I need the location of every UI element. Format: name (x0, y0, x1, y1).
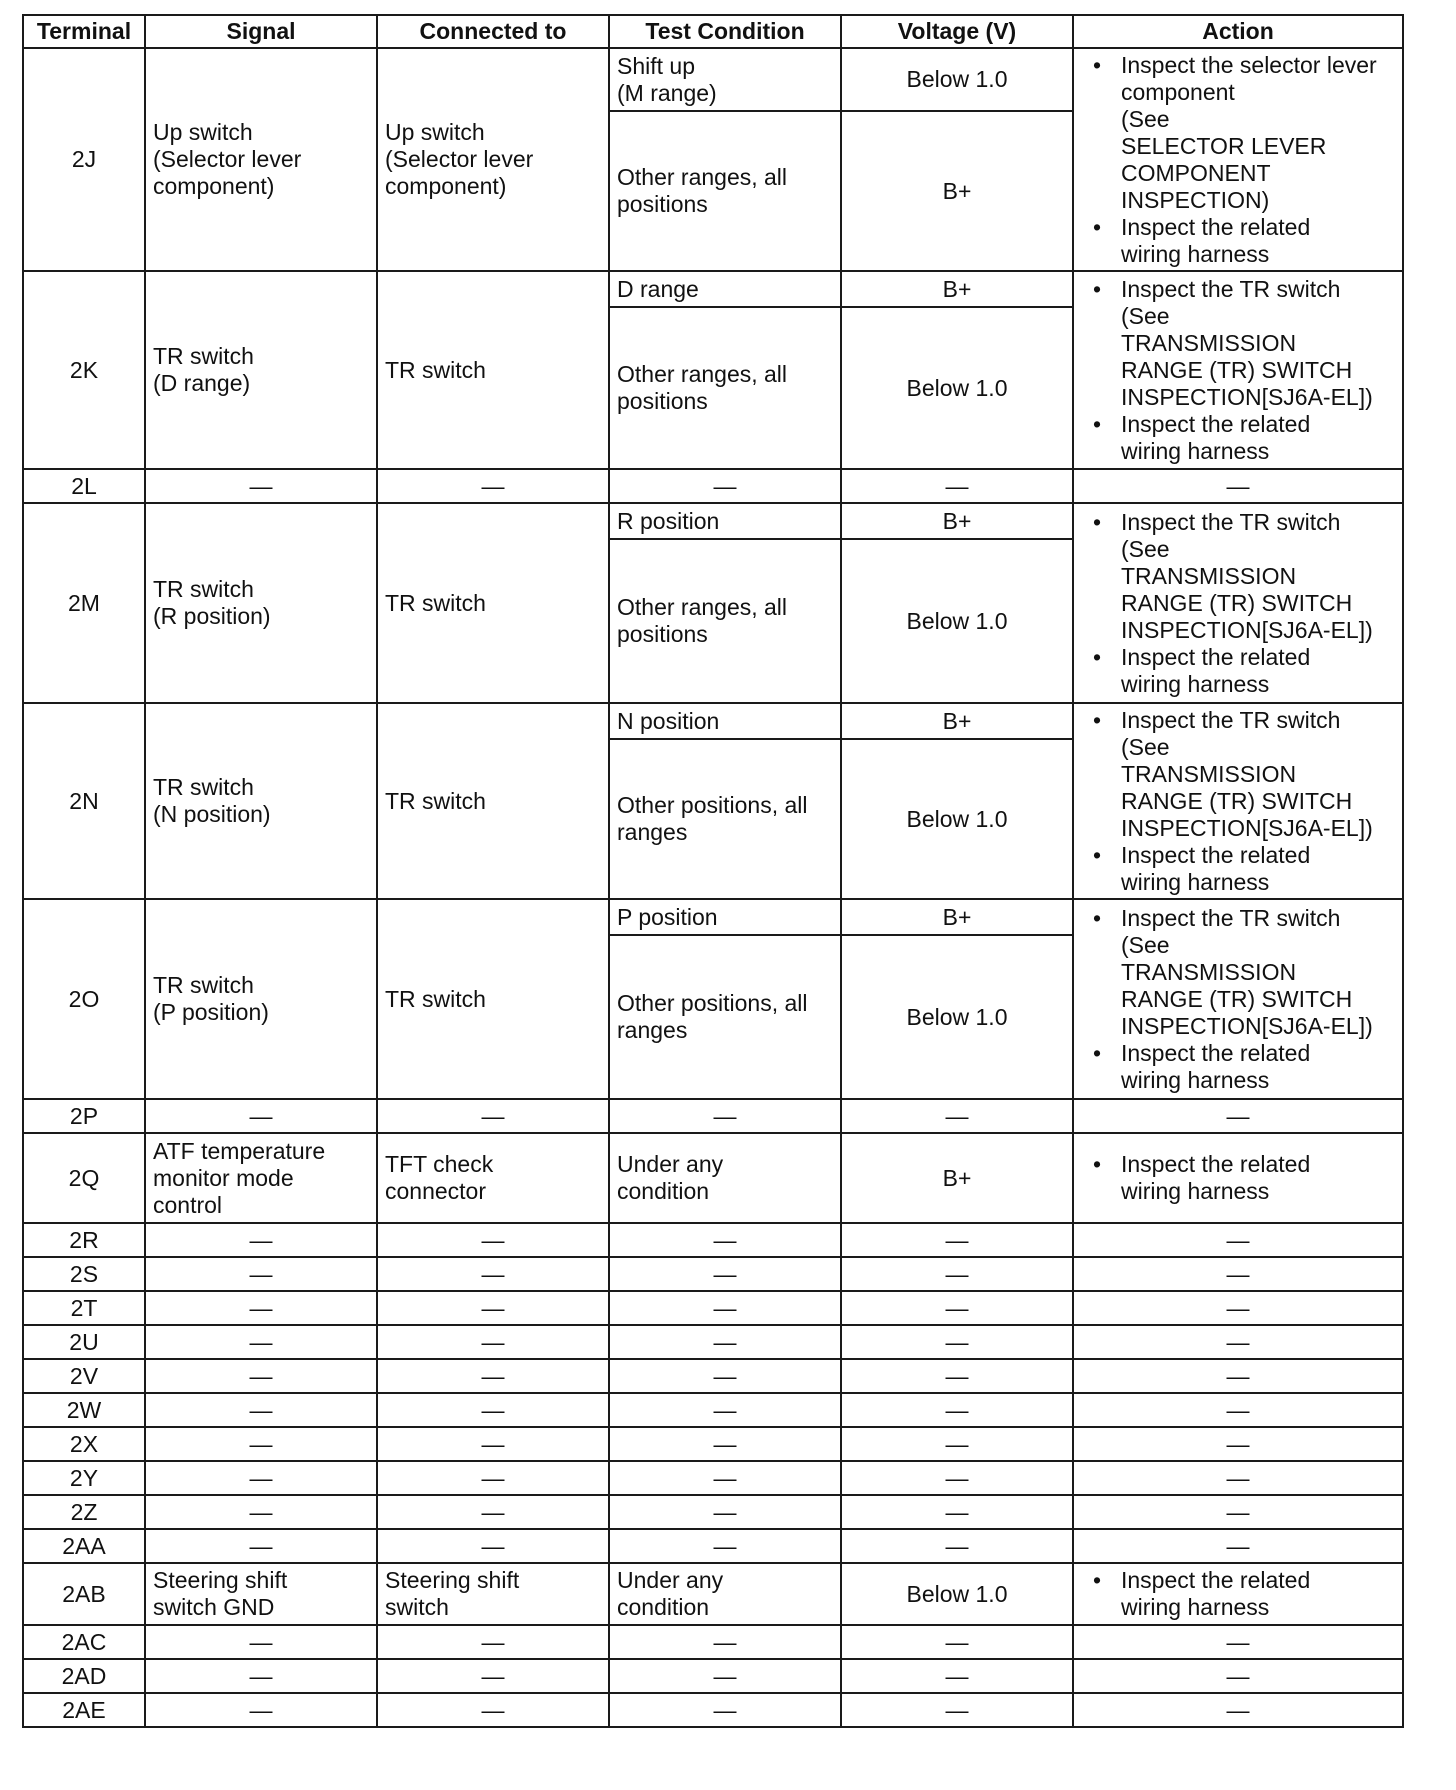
test-condition-cell: N position (609, 703, 841, 739)
voltage-cell: — (841, 1393, 1073, 1427)
signal-cell: — (145, 469, 377, 503)
connected-to-cell: — (377, 1495, 609, 1529)
action-cell (1073, 271, 1403, 469)
test-condition-cell: — (609, 1359, 841, 1393)
table-row (23, 1393, 1403, 1427)
test-condition-cell: — (609, 1393, 841, 1427)
header-connected-to: Connected to (377, 15, 609, 48)
test-condition-cell: — (609, 1427, 841, 1461)
header-test-condition: Test Condition (609, 15, 841, 48)
test-condition-cell: — (609, 1223, 841, 1257)
table-row (23, 1325, 1403, 1359)
voltage-cell: Below 1.0 (841, 307, 1073, 469)
action-item: • Inspect the related wiring harness (1081, 842, 1395, 896)
test-condition-cell: — (609, 1099, 841, 1133)
action-cell: — (1073, 469, 1403, 503)
action-cell (1073, 1133, 1403, 1223)
table-row (23, 503, 1403, 539)
action-cell: — (1073, 1257, 1403, 1291)
signal-cell: — (145, 1257, 377, 1291)
action-cell: — (1073, 1359, 1403, 1393)
action-item: • Inspect the related wiring harness (1081, 214, 1395, 268)
terminal-cell: 2K (23, 271, 145, 469)
signal-cell: — (145, 1325, 377, 1359)
connected-to-cell: TR switch (377, 503, 609, 703)
signal-cell: — (145, 1659, 377, 1693)
test-condition-cell: — (609, 1325, 841, 1359)
action-cell: — (1073, 1291, 1403, 1325)
connected-to-cell: — (377, 1359, 609, 1393)
voltage-cell: — (841, 1257, 1073, 1291)
action-cell: — (1073, 1325, 1403, 1359)
test-condition-cell: Other positions, all ranges (609, 935, 841, 1099)
connected-to-cell: — (377, 1625, 609, 1659)
voltage-cell: Below 1.0 (841, 539, 1073, 703)
voltage-cell: — (841, 1099, 1073, 1133)
voltage-cell: B+ (841, 1133, 1073, 1223)
signal-cell: TR switch (N position) (145, 703, 377, 899)
test-condition-cell: Under any condition (609, 1563, 841, 1625)
table-row (23, 1257, 1403, 1291)
connected-to-cell: TR switch (377, 703, 609, 899)
table-row (23, 1659, 1403, 1693)
signal-cell: — (145, 1393, 377, 1427)
signal-cell: — (145, 1291, 377, 1325)
voltage-cell: Below 1.0 (841, 1563, 1073, 1625)
signal-cell: Steering shift switch GND (145, 1563, 377, 1625)
table-row (23, 469, 1403, 503)
test-condition-cell: Other ranges, all positions (609, 111, 841, 271)
voltage-cell: Below 1.0 (841, 48, 1073, 111)
voltage-cell: — (841, 469, 1073, 503)
voltage-cell: — (841, 1529, 1073, 1563)
signal-cell: TR switch (P position) (145, 899, 377, 1099)
connected-to-cell: — (377, 1461, 609, 1495)
terminal-cell: 2R (23, 1223, 145, 1257)
terminal-cell: 2M (23, 503, 145, 703)
action-cell: — (1073, 1427, 1403, 1461)
signal-cell: Up switch (Selector lever component) (145, 48, 377, 271)
connected-to-cell: TFT check connector (377, 1133, 609, 1223)
table-row (23, 703, 1403, 739)
connected-to-cell: — (377, 1393, 609, 1427)
terminal-cell: 2X (23, 1427, 145, 1461)
action-cell (1073, 1563, 1403, 1625)
voltage-cell: Below 1.0 (841, 935, 1073, 1099)
action-cell: — (1073, 1223, 1403, 1257)
action-item: • Inspect the related wiring harness (1081, 644, 1395, 698)
test-condition-cell: — (609, 1659, 841, 1693)
terminal-cell: 2U (23, 1325, 145, 1359)
connected-to-cell: Steering shift switch (377, 1563, 609, 1625)
action-cell: — (1073, 1393, 1403, 1427)
header-action: Action (1073, 15, 1403, 48)
action-cell: — (1073, 1461, 1403, 1495)
test-condition-cell: Under any condition (609, 1133, 841, 1223)
signal-cell: ATF temperature monitor mode control (145, 1133, 377, 1223)
voltage-cell: B+ (841, 111, 1073, 271)
table-row (23, 48, 1403, 111)
connected-to-cell: — (377, 1257, 609, 1291)
terminal-cell: 2AB (23, 1563, 145, 1625)
table-row (23, 1133, 1403, 1223)
terminal-cell: 2Z (23, 1495, 145, 1529)
voltage-cell: B+ (841, 271, 1073, 307)
voltage-cell: B+ (841, 899, 1073, 935)
signal-cell: — (145, 1427, 377, 1461)
action-cell: — (1073, 1659, 1403, 1693)
voltage-cell: — (841, 1659, 1073, 1693)
action-item: • Inspect the related wiring harness (1081, 1567, 1395, 1621)
test-condition-cell: — (609, 1257, 841, 1291)
test-condition-cell: — (609, 1461, 841, 1495)
action-cell (1073, 48, 1403, 271)
voltage-cell: — (841, 1359, 1073, 1393)
table-row (23, 1461, 1403, 1495)
test-condition-cell: — (609, 1693, 841, 1727)
header-signal: Signal (145, 15, 377, 48)
action-cell: — (1073, 1693, 1403, 1727)
voltage-cell: — (841, 1625, 1073, 1659)
connected-to-cell: Up switch (Selector lever component) (377, 48, 609, 271)
test-condition-cell: D range (609, 271, 841, 307)
header-terminal: Terminal (23, 15, 145, 48)
table-row (23, 1625, 1403, 1659)
table-row (23, 271, 1403, 307)
connected-to-cell: — (377, 1659, 609, 1693)
terminal-cell: 2AE (23, 1693, 145, 1727)
table-row (23, 1223, 1403, 1257)
test-condition-cell: — (609, 1495, 841, 1529)
table-row (23, 1693, 1403, 1727)
action-item: • Inspect the selector lever component (See SELECTOR LEVER COMPONENT INSPECTION) (1081, 52, 1395, 214)
test-condition-cell: — (609, 1291, 841, 1325)
test-condition-cell: Shift up (M range) (609, 48, 841, 111)
connected-to-cell: — (377, 1291, 609, 1325)
action-item: • Inspect the TR switch (See TRANSMISSION RANGE (TR) SWITCH INSPECTION[SJ6A-EL]) (1081, 509, 1395, 644)
terminal-cell: 2O (23, 899, 145, 1099)
test-condition-cell: Other ranges, all positions (609, 307, 841, 469)
voltage-cell: Below 1.0 (841, 739, 1073, 899)
connected-to-cell: TR switch (377, 899, 609, 1099)
action-item: • Inspect the TR switch (See TRANSMISSION RANGE (TR) SWITCH INSPECTION[SJ6A-EL]) (1081, 276, 1395, 411)
connected-to-cell: — (377, 1427, 609, 1461)
action-item: • Inspect the TR switch (See TRANSMISSION RANGE (TR) SWITCH INSPECTION[SJ6A-EL]) (1081, 905, 1395, 1040)
test-condition-cell: — (609, 1529, 841, 1563)
action-item: • Inspect the related wiring harness (1081, 1151, 1395, 1205)
connected-to-cell: — (377, 1223, 609, 1257)
signal-cell: — (145, 1099, 377, 1133)
terminal-voltage-table (22, 14, 1404, 1728)
voltage-cell: B+ (841, 703, 1073, 739)
signal-cell: TR switch (D range) (145, 271, 377, 469)
table-row (23, 1291, 1403, 1325)
test-condition-cell: Other ranges, all positions (609, 539, 841, 703)
connected-to-cell: — (377, 1693, 609, 1727)
test-condition-cell: — (609, 1625, 841, 1659)
voltage-cell: — (841, 1223, 1073, 1257)
signal-cell: — (145, 1625, 377, 1659)
signal-cell: — (145, 1461, 377, 1495)
table-row (23, 1427, 1403, 1461)
terminal-cell: 2S (23, 1257, 145, 1291)
table-row (23, 1495, 1403, 1529)
action-cell (1073, 899, 1403, 1099)
terminal-cell: 2T (23, 1291, 145, 1325)
table-row (23, 1563, 1403, 1625)
voltage-cell: — (841, 1427, 1073, 1461)
terminal-cell: 2Q (23, 1133, 145, 1223)
action-item: • Inspect the TR switch (See TRANSMISSION RANGE (TR) SWITCH INSPECTION[SJ6A-EL]) (1081, 707, 1395, 842)
table-row (23, 899, 1403, 935)
action-cell: — (1073, 1625, 1403, 1659)
connected-to-cell: — (377, 1099, 609, 1133)
voltage-cell: — (841, 1291, 1073, 1325)
terminal-cell: 2N (23, 703, 145, 899)
test-condition-cell: P position (609, 899, 841, 935)
action-cell (1073, 503, 1403, 703)
terminal-cell: 2AA (23, 1529, 145, 1563)
signal-cell: — (145, 1223, 377, 1257)
test-condition-cell: R position (609, 503, 841, 539)
terminal-cell: 2P (23, 1099, 145, 1133)
signal-cell: — (145, 1693, 377, 1727)
terminal-cell: 2L (23, 469, 145, 503)
test-condition-cell: — (609, 469, 841, 503)
table-row (23, 1529, 1403, 1563)
terminal-cell: 2J (23, 48, 145, 271)
table-row (23, 1099, 1403, 1133)
action-cell: — (1073, 1099, 1403, 1133)
voltage-cell: — (841, 1461, 1073, 1495)
header-row (23, 15, 1403, 48)
test-condition-cell: Other positions, all ranges (609, 739, 841, 899)
terminal-cell: 2Y (23, 1461, 145, 1495)
voltage-cell: — (841, 1325, 1073, 1359)
header-voltage: Voltage (V) (841, 15, 1073, 48)
voltage-cell: B+ (841, 503, 1073, 539)
action-item: • Inspect the related wiring harness (1081, 411, 1395, 465)
action-cell: — (1073, 1495, 1403, 1529)
signal-cell: — (145, 1529, 377, 1563)
signal-cell: — (145, 1495, 377, 1529)
action-cell: — (1073, 1529, 1403, 1563)
table-row (23, 1359, 1403, 1393)
connected-to-cell: — (377, 1529, 609, 1563)
voltage-cell: — (841, 1693, 1073, 1727)
signal-cell: — (145, 1359, 377, 1393)
terminal-cell: 2V (23, 1359, 145, 1393)
action-item: • Inspect the related wiring harness (1081, 1040, 1395, 1094)
voltage-cell: — (841, 1495, 1073, 1529)
terminal-cell: 2AC (23, 1625, 145, 1659)
connected-to-cell: TR switch (377, 271, 609, 469)
signal-cell: TR switch (R position) (145, 503, 377, 703)
connected-to-cell: — (377, 1325, 609, 1359)
connected-to-cell: — (377, 469, 609, 503)
terminal-cell: 2W (23, 1393, 145, 1427)
terminal-cell: 2AD (23, 1659, 145, 1693)
action-cell (1073, 703, 1403, 899)
